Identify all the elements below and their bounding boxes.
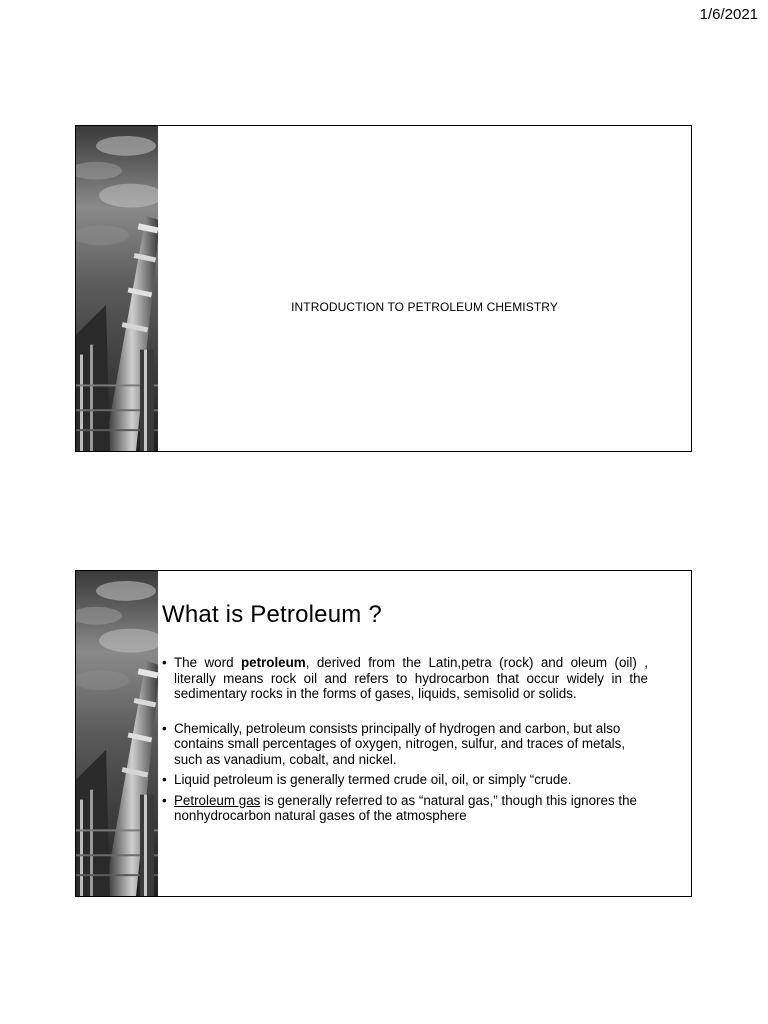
- slide-1: [75, 125, 692, 452]
- slide-1-title: INTRODUCTION TO PETROLEUM CHEMISTRY: [291, 300, 558, 314]
- bullet-text: Chemically, petroleum consists principally of hydrogen and carbon, but also contains small percentages of oxygen, nitrogen, sulfur, and traces of metals, such as vanadium, cobalt, and nickel.: [174, 720, 626, 767]
- bullet-text: , derived from the Latin,petra (rock) and oleum (oil) , literally means rock oil and refers to hydrocarbon that occur widely in the sedimentary rocks in the forms of gases, liquids, semisolid or solids.: [174, 655, 648, 701]
- bullet-text: is generally referred to as “natural gas,” though this ignores the nonhydrocarbon natural gases of the atmosphere: [174, 792, 637, 823]
- slide-2: [75, 570, 692, 897]
- bullet-list: [162, 655, 648, 824]
- print-date: 1/6/2021: [699, 6, 758, 23]
- bullet-dot-icon: •: [162, 720, 167, 736]
- slide-2-title: What is Petroleum ?: [162, 601, 382, 628]
- refinery-photo-icon: [76, 126, 158, 451]
- bullet-dot-icon: •: [162, 772, 167, 787]
- bullet-text: The word: [174, 655, 241, 670]
- bullet-text: Liquid petroleum is generally termed crude oil, oil, or simply “crude.: [174, 772, 572, 787]
- bullet-item: [162, 721, 648, 768]
- bullet-item: [162, 655, 648, 702]
- bullet-bold-term: petroleum: [240, 655, 306, 670]
- bullet-dot-icon: •: [162, 792, 167, 808]
- refinery-photo-icon: [76, 571, 158, 896]
- bullet-underlined-term: Petroleum gas: [174, 792, 261, 808]
- bullet-item: [162, 772, 648, 788]
- bullet-item: [162, 793, 648, 824]
- bullet-dot-icon: •: [162, 655, 167, 670]
